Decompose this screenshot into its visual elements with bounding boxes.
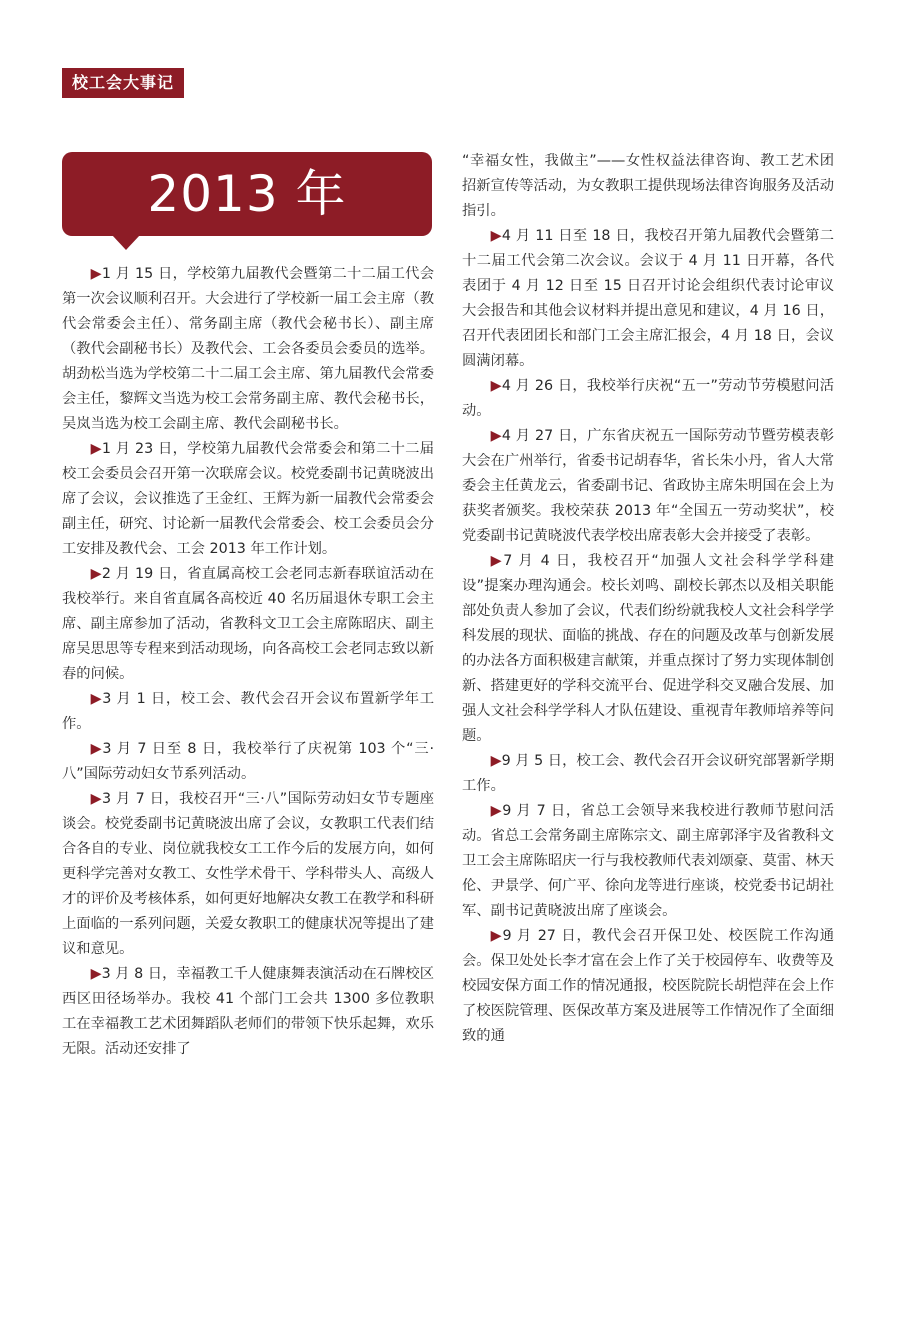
- arrow-marker-icon: ▶: [90, 741, 103, 757]
- arrow-marker-icon: ▶: [490, 928, 503, 944]
- arrow-marker-icon: ▶: [490, 428, 502, 444]
- event-text: 3 月 7 日，我校召开“三·八”国际劳动妇女节专题座谈会。校党委副书记黄晓波出席了会议，女教职工代表们结合各自的专业、岗位就我校女工工作今后的发展方向，如何更科学完善对女教工、女性学术骨干、学科带头人、高级人才的评价及考核体系，如何更好地解决女教工在教学和科研上面临的一系列问题，关爱女教职工的健康状况等提出了建议和意见。: [62, 791, 435, 957]
- arrow-marker-icon: ▶: [490, 803, 503, 819]
- left-column: [62, 262, 434, 1062]
- arrow-marker-icon: ▶: [90, 966, 102, 982]
- arrow-marker-icon: ▶: [490, 553, 504, 569]
- event-entry: [62, 437, 434, 562]
- section-tag: 校工会大事记: [62, 68, 184, 98]
- event-entry: [62, 562, 434, 687]
- arrow-marker-icon: ▶: [490, 378, 502, 394]
- arrow-marker-icon: ▶: [90, 691, 103, 707]
- event-continuation: “幸福女性，我做主”——女性权益法律咨询、教工艺术团招新宣传等活动，为女教职工提供现场法律咨询服务及活动指引。: [462, 153, 834, 219]
- year-title: 2013 年: [147, 165, 347, 223]
- event-text: 7 月 4 日，我校召开“加强人文社会科学学科建设”提案办理沟通会。校长刘鸣、副校长郭杰以及相关职能部处负责人参加了会议，代表们纷纷就我校人文社会科学学科发展的现状、面临的挑战、存在的问题及改革与创新发展的办法各方面积极建言献策，并重点探讨了努力实现体制创新、搭建更好的学科交流平台、促进学科交叉融合发展、加强人文社会科学学科人才队伍建设、重视青年教师培养等问题。: [462, 553, 834, 744]
- arrow-marker-icon: ▶: [90, 566, 102, 582]
- event-entry: [462, 374, 834, 424]
- event-entry: [462, 924, 834, 1049]
- event-text: 1 月 15 日，学校第九届教代会暨第二十二届工代会第一次会议顺利召开。大会进行了学校新一届工会主席（教代会常委会主任）、常务副主席（教代会秘书长）、副主席（教代会副秘书长）及教代会、工会各委员会委员的选举。胡劲松当选为学校第二十二届工会主席、第九届教代会常委会主任，黎辉文当选为校工会常务副主席、教代会秘书长，吴岚当选为校工会副主席、教代会副秘书长。: [62, 266, 435, 432]
- event-text: 4 月 11 日至 18 日，我校召开第九届教代会暨第二十二届工代会第二次会议。会议于 4 月 11 日开幕，各代表团于 4 月 12 日至 15 日召开讨论会组织代表讨论审议大会报告和其他会议材料并提出意见和建议，4 月 16 日，召开代表团团长和部门工会主席汇报会，4 月 18 日，会议圆满闭幕。: [462, 228, 834, 369]
- arrow-marker-icon: ▶: [90, 266, 102, 282]
- arrow-marker-icon: ▶: [90, 441, 102, 457]
- event-entry: [62, 737, 434, 787]
- event-text: 3 月 7 日至 8 日，我校举行了庆祝第 103 个“三·八”国际劳动妇女节系列活动。: [62, 741, 434, 782]
- arrow-marker-icon: ▶: [490, 228, 502, 244]
- event-text: 3 月 8 日，幸福教工千人健康舞表演活动在石牌校区西区田径场举办。我校 41 个部门工会共 1300 多位教职工在幸福教工艺术团舞蹈队老师们的带领下快乐起舞，欢乐无限。活动还安排了: [62, 966, 434, 1057]
- event-text: 4 月 26 日，我校举行庆祝“五一”劳动节劳模慰问活动。: [462, 378, 835, 419]
- event-text: 3 月 1 日，校工会、教代会召开会议布置新学年工作。: [62, 691, 434, 732]
- event-entry: [462, 224, 834, 374]
- arrow-marker-icon: ▶: [90, 791, 102, 807]
- event-text: 1 月 23 日，学校第九届教代会常委会和第二十二届校工会委员会召开第一次联席会议。校党委副书记黄晓波出席了会议，会议推选了王金红、王辉为新一届教代会常委会副主任，研究、讨论新一届教代会常委会、校工会委员会分工安排及教代会、工会 2013 年工作计划。: [62, 441, 435, 557]
- event-text: 2 月 19 日，省直属高校工会老同志新春联谊活动在我校举行。来自省直属各高校近 40 名历届退休专职工会主席、副主席参加了活动，省教科文卫工会主席陈昭庆、副主席吴思思等专程来到活动现场，向各高校工会老同志致以新春的问候。: [62, 566, 435, 682]
- event-text: 9 月 27 日，教代会召开保卫处、校医院工作沟通会。保卫处处长李才富在会上作了关于校园停车、收费等及校园安保方面工作的情况通报，校医院院长胡恺萍在会上作了校医院管理、医保改革方案及进展等工作情况作了全面细致的通: [462, 928, 835, 1044]
- event-entry: [462, 424, 834, 549]
- event-text: 4 月 27 日，广东省庆祝五一国际劳动节暨劳模表彰大会在广州举行，省委书记胡春华，省长朱小丹，省人大常委会主任黄龙云，省委副书记、省政协主席朱明国在会上为获奖者颁奖。我校荣获 2013 年“全国五一劳动奖状”，校党委副书记黄晓波代表学校出席表彰大会并接受了表彰。: [462, 428, 835, 544]
- event-entry: [62, 787, 434, 962]
- year-banner: [62, 152, 432, 236]
- event-entry: [462, 549, 834, 749]
- event-entry: [462, 799, 834, 924]
- arrow-marker-icon: ▶: [490, 753, 502, 769]
- event-entry: [462, 749, 834, 799]
- event-entry: [62, 687, 434, 737]
- right-column: [462, 149, 834, 1049]
- event-text: 9 月 7 日，省总工会领导来我校进行教师节慰问活动。省总工会常务副主席陈宗文、副主席郭泽宇及省教科文卫工会主席陈昭庆一行与我校教师代表刘颂豪、莫雷、林天伦、尹景学、何广平、徐向龙等进行座谈，校党委书记胡社军、副书记黄晓波出席了座谈会。: [462, 803, 834, 919]
- event-text: 9 月 5 日，校工会、教代会召开会议研究部署新学期工作。: [462, 753, 834, 794]
- event-entry: [62, 962, 434, 1062]
- event-entry: [62, 262, 434, 437]
